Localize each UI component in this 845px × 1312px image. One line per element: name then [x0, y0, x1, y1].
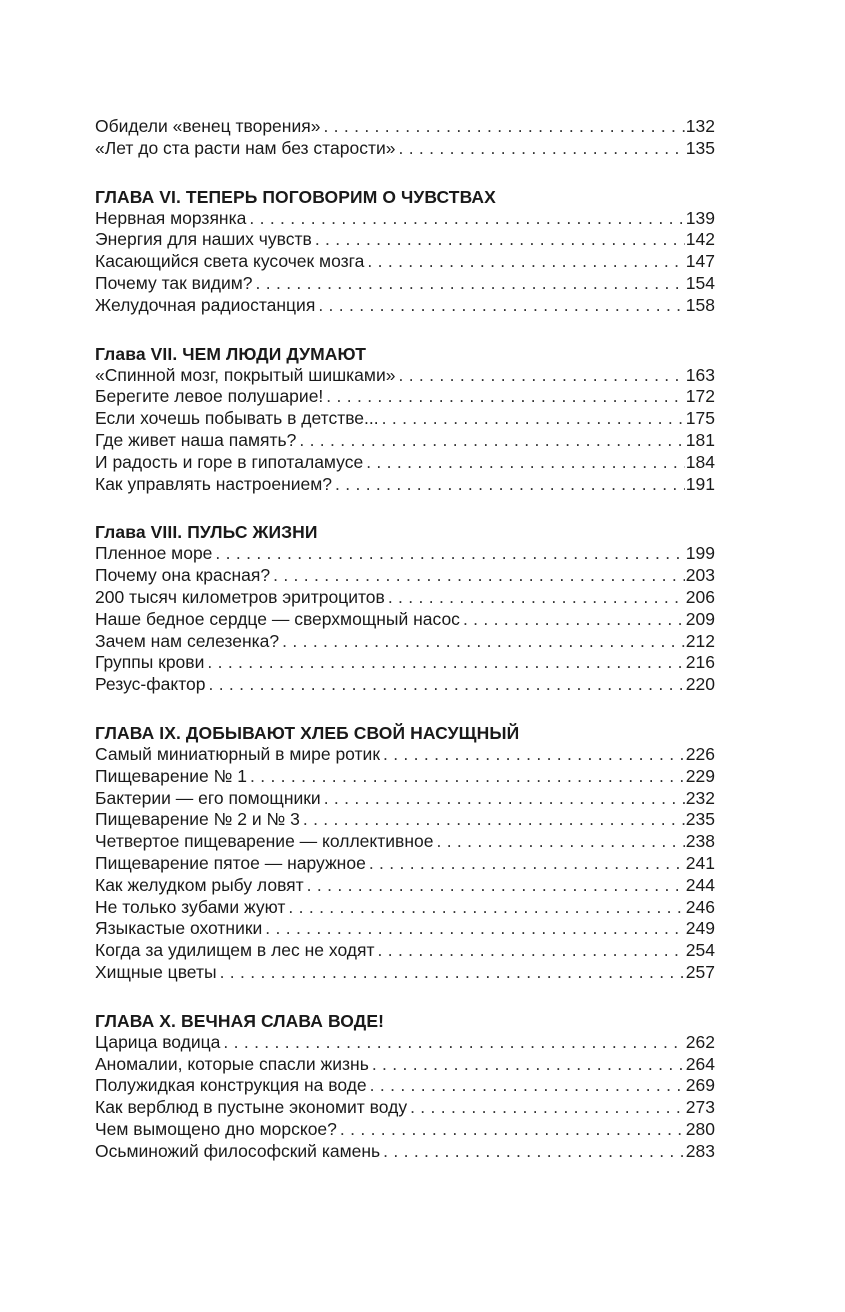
toc-section-chapter-10 — [95, 1010, 715, 1163]
entry-page-number: 191 — [685, 473, 715, 494]
entry-page-number: 244 — [685, 874, 715, 895]
dot-leader — [436, 831, 684, 853]
dot-leader — [383, 1141, 685, 1163]
dot-leader — [265, 918, 685, 940]
entry-title: Четвертое пищеварение — коллективное — [95, 831, 434, 852]
toc-entry[interactable] — [95, 940, 715, 962]
entry-title: Осьминожий философский камень — [95, 1140, 381, 1161]
toc-entry[interactable] — [95, 386, 715, 408]
entry-title: 200 тысяч километров эритроцитов — [95, 586, 385, 607]
entry-title: Как управлять настроением? — [95, 473, 333, 494]
dot-leader — [463, 609, 685, 631]
entry-title: Наше бедное сердце — сверхмощный насос — [95, 608, 460, 629]
dot-leader — [367, 251, 684, 273]
dot-leader — [369, 853, 685, 875]
entry-title: Почему она красная? — [95, 565, 271, 586]
entry-page-number: 273 — [685, 1097, 715, 1118]
dot-leader — [215, 543, 684, 565]
entry-title: Чем вымощено дно морское? — [95, 1118, 337, 1139]
dot-leader — [256, 273, 685, 295]
entry-title: Резус-фактор — [95, 674, 206, 695]
entry-title: Пищеварение № 2 и № 3 — [95, 809, 300, 830]
dot-leader — [326, 386, 685, 408]
toc-entry[interactable] — [95, 565, 715, 587]
entry-title: Желудочная радиостанция — [95, 294, 316, 315]
entry-page-number: 199 — [685, 543, 715, 564]
toc-entry[interactable] — [95, 853, 715, 875]
toc-entry[interactable] — [95, 831, 715, 853]
chapter-heading[interactable]: Глава VIII. ПУЛЬС ЖИЗНИ — [95, 522, 318, 543]
toc-entry[interactable] — [95, 674, 715, 696]
entry-title: Обидели «венец творения» — [95, 116, 321, 136]
entry-title: Зачем нам селезенка? — [95, 630, 280, 651]
toc-section-chapter-9 — [95, 722, 715, 984]
toc-entry[interactable] — [95, 1141, 715, 1163]
toc-entry[interactable] — [95, 875, 715, 897]
entry-title: «Лет до ста расти нам без старости» — [95, 137, 396, 158]
dot-leader — [388, 587, 685, 609]
dot-leader — [324, 788, 685, 810]
toc-entry[interactable] — [95, 116, 715, 138]
entry-title: «Спинной мозг, покрытый шишками» — [95, 364, 396, 385]
toc-entry[interactable] — [95, 295, 715, 317]
dot-leader — [223, 1032, 684, 1054]
entry-page-number: 235 — [685, 809, 715, 830]
entry-title: Берегите левое полушарие! — [95, 386, 324, 407]
dot-leader — [249, 208, 684, 230]
dot-leader — [318, 295, 684, 317]
entry-title: Когда за удилищем в лес не ходят — [95, 940, 375, 961]
toc-entry[interactable] — [95, 962, 715, 984]
entry-title: Пленное море — [95, 543, 213, 564]
entry-page-number: 216 — [685, 652, 715, 673]
toc-entry[interactable] — [95, 788, 715, 810]
toc-entry[interactable] — [95, 1097, 715, 1119]
entry-page-number: 163 — [685, 364, 715, 385]
entry-title: Нервная морзянка — [95, 207, 247, 228]
dot-leader — [383, 744, 685, 766]
dot-leader — [382, 408, 685, 430]
toc-section-chapter-6 — [95, 186, 715, 317]
dot-leader — [307, 875, 685, 897]
toc-entry[interactable] — [95, 809, 715, 831]
entry-page-number: 280 — [685, 1118, 715, 1139]
toc-section-chapter-8 — [95, 521, 715, 696]
toc-entry[interactable] — [95, 918, 715, 940]
toc-entry[interactable] — [95, 1032, 715, 1054]
entry-title: Самый миниатюрный в мире ротик — [95, 743, 380, 764]
chapter-heading[interactable]: ГЛАВА VI. ТЕПЕРЬ ПОГОВОРИМ О ЧУВСТВАХ — [95, 186, 496, 207]
toc-entry[interactable] — [95, 543, 715, 565]
entry-title: Почему так видим? — [95, 272, 253, 293]
toc-entry[interactable] — [95, 273, 715, 295]
entry-title: Языкастые охотники — [95, 918, 263, 939]
entry-page-number: 206 — [685, 586, 715, 607]
toc-entry[interactable] — [95, 1119, 715, 1141]
entry-title: Хищные цветы — [95, 961, 217, 982]
toc-entry[interactable] — [95, 897, 715, 919]
entry-title: Царица водица — [95, 1031, 221, 1052]
entry-title: Аномалии, которые спасли жизнь — [95, 1053, 369, 1074]
entry-title: Как желудком рыбу ловят — [95, 874, 304, 895]
entry-page-number: 154 — [685, 272, 715, 293]
entry-page-number: 203 — [685, 565, 715, 586]
dot-leader — [282, 631, 685, 653]
entry-page-number: 269 — [685, 1075, 715, 1096]
chapter-heading[interactable]: Глава VII. ЧЕМ ЛЮДИ ДУМАЮТ — [95, 343, 367, 364]
entry-page-number: 142 — [685, 229, 715, 250]
entry-page-number: 249 — [685, 918, 715, 939]
dot-leader — [299, 430, 684, 452]
entry-page-number: 139 — [685, 207, 715, 228]
entry-title: Касающийся света кусочек мозга — [95, 251, 365, 272]
entry-page-number: 226 — [685, 743, 715, 764]
toc-entry[interactable] — [95, 1054, 715, 1076]
entry-page-number: 184 — [685, 451, 715, 472]
toc-entry[interactable] — [95, 609, 715, 631]
entry-page-number: 220 — [685, 674, 715, 695]
toc-entry[interactable] — [95, 744, 715, 766]
entry-title: Если хочешь побывать в детстве... — [95, 408, 379, 429]
dot-leader — [366, 452, 685, 474]
dot-leader — [288, 897, 684, 919]
toc-entry[interactable] — [95, 138, 715, 160]
entry-page-number: 229 — [685, 765, 715, 786]
dot-leader — [303, 809, 685, 831]
dot-leader — [220, 962, 685, 984]
dot-leader — [315, 229, 685, 251]
dot-leader — [335, 474, 685, 496]
entry-page-number: 283 — [685, 1140, 715, 1161]
entry-page-number: 158 — [685, 294, 715, 315]
dot-leader — [398, 138, 684, 160]
toc-section-chapter-7 — [95, 343, 715, 496]
dot-leader — [372, 1054, 685, 1076]
chapter-heading[interactable]: ГЛАВА X. ВЕЧНАЯ СЛАВА ВОДЕ! — [95, 1010, 385, 1031]
dot-leader — [370, 1075, 685, 1097]
entry-page-number: 132 — [685, 116, 715, 136]
toc-entry[interactable] — [95, 587, 715, 609]
entry-title: Пищеварение № 1 — [95, 765, 247, 786]
entry-page-number: 135 — [685, 137, 715, 158]
entry-title: Где живет наша память? — [95, 429, 297, 450]
toc-entry[interactable] — [95, 766, 715, 788]
toc-entry[interactable] — [95, 251, 715, 273]
toc-entry[interactable] — [95, 430, 715, 452]
entry-page-number: 209 — [685, 608, 715, 629]
entry-page-number: 257 — [685, 961, 715, 982]
dot-leader — [398, 365, 684, 387]
entry-title: Бактерии — его помощники — [95, 787, 321, 808]
toc-entry[interactable] — [95, 1075, 715, 1097]
entry-page-number: 246 — [685, 896, 715, 917]
dot-leader — [410, 1097, 685, 1119]
entry-title: Группы крови — [95, 652, 205, 673]
toc-entry[interactable] — [95, 208, 715, 230]
entry-page-number: 241 — [685, 852, 715, 873]
entry-page-number: 254 — [685, 940, 715, 961]
entry-page-number: 238 — [685, 831, 715, 852]
toc-section-continuation — [95, 116, 715, 160]
toc-entry[interactable] — [95, 652, 715, 674]
entry-page-number: 232 — [685, 787, 715, 808]
dot-leader — [273, 565, 685, 587]
entry-page-number: 212 — [685, 630, 715, 651]
toc-entry[interactable] — [95, 452, 715, 474]
entry-title: Не только зубами жуют — [95, 896, 286, 917]
entry-title: Как верблюд в пустыне экономит воду — [95, 1097, 408, 1118]
entry-page-number: 181 — [685, 429, 715, 450]
entry-title: Пищеварение пятое — наружное — [95, 852, 366, 873]
toc-entry[interactable] — [95, 408, 715, 430]
entry-page-number: 172 — [685, 386, 715, 407]
chapter-heading[interactable]: ГЛАВА IX. ДОБЫВАЮТ ХЛЕБ СВОЙ НАСУЩНЫЙ — [95, 722, 520, 743]
dot-leader — [340, 1119, 685, 1141]
entry-page-number: 262 — [685, 1031, 715, 1052]
table-of-contents — [95, 116, 715, 1162]
dot-leader — [207, 652, 684, 674]
entry-page-number: 175 — [685, 408, 715, 429]
entry-page-number: 264 — [685, 1053, 715, 1074]
dot-leader — [323, 116, 684, 138]
toc-entry[interactable] — [95, 631, 715, 653]
dot-leader — [208, 674, 684, 696]
entry-title: Энергия для наших чувств — [95, 229, 312, 250]
dot-leader — [378, 940, 685, 962]
toc-entry[interactable] — [95, 474, 715, 496]
toc-entry[interactable] — [95, 229, 715, 251]
entry-title: И радость и горе в гипоталамусе — [95, 451, 364, 472]
toc-entry[interactable] — [95, 365, 715, 387]
dot-leader — [250, 766, 685, 788]
entry-title: Полужидкая конструкция на воде — [95, 1075, 367, 1096]
entry-page-number: 147 — [685, 251, 715, 272]
